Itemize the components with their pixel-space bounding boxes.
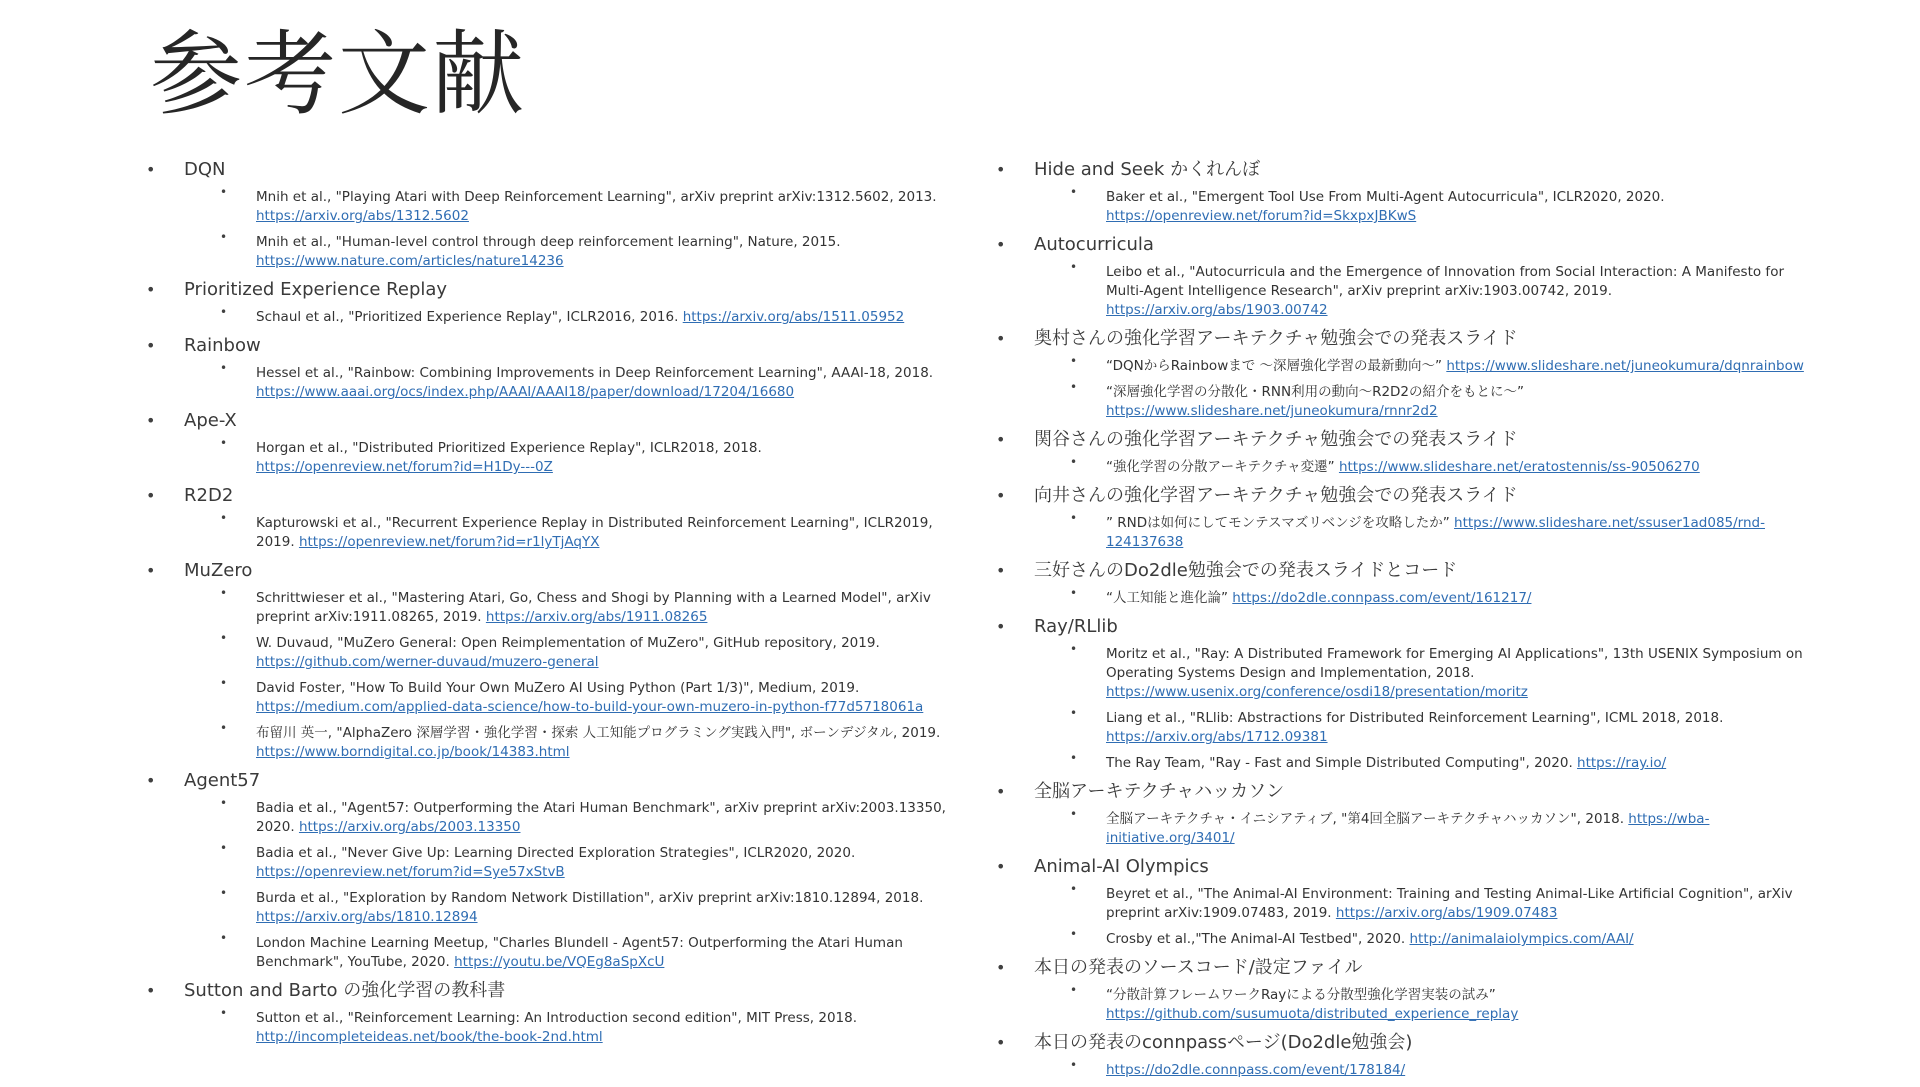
- reference-link[interactable]: https://www.nature.com/articles/nature14236: [256, 253, 564, 269]
- reference-text: Moritz et al., "Ray: A Distributed Framework for Emerging AI Applications", 13th USENIX Symposium on Operating Systems Design and Implementation, 2018.: [1106, 646, 1803, 681]
- reference-list: [1034, 355, 1806, 419]
- reference-item: [184, 437, 956, 475]
- reference-list: [1034, 587, 1806, 606]
- reference-item: [184, 932, 956, 970]
- section-title: • Animal-AI Olympics: [1034, 856, 1209, 877]
- reference-link[interactable]: https://openreview.net/forum?id=SkxpxJBKwS: [1106, 208, 1417, 224]
- reference-text: Hessel et al., "Rainbow: Combining Improvements in Deep Reinforcement Learning", AAAI-18, 2018.: [256, 365, 934, 381]
- reference-item: [184, 231, 956, 269]
- reference-link[interactable]: https://github.com/susumuota/distributed_experience_replay: [1106, 1006, 1519, 1022]
- reference-link[interactable]: https://www.usenix.org/conference/osdi18/presentation/moritz: [1106, 684, 1528, 700]
- reference-link[interactable]: https://openreview.net/forum?id=r1lyTjAqYX: [298, 534, 600, 550]
- reference-item: [184, 186, 956, 224]
- reference-text: Leibo et al., "Autocurricula and the Emergence of Innovation from Social Interaction: A Manifesto for Multi-Agent Intelligence Research", arXiv preprint arXiv:1903.00742, 2019.: [1106, 264, 1784, 299]
- reference-text: 布留川 英一, "AlphaZero 深層学習・強化学習・探索 人工知能プログラミング実践入門", ボーンデジタル, 2019.: [256, 725, 941, 741]
- reference-text: Kapturowski et al., "Recurrent Experience Replay in Distributed Reinforcement Learning", ICLR2019, 2019.: [256, 515, 933, 550]
- section-item: [146, 278, 956, 325]
- section-title: • Ray/RLlib: [1034, 616, 1118, 637]
- reference-item: [1034, 186, 1806, 224]
- section-title: • 関谷さんの強化学習アーキテクチャ勉強会での発表スライド: [1034, 429, 1518, 450]
- reference-list: [1034, 456, 1806, 475]
- reference-link[interactable]: https://arxiv.org/abs/1911.08265: [485, 609, 708, 625]
- reference-text: Schaul et al., "Prioritized Experience Replay", ICLR2016, 2016.: [256, 309, 683, 325]
- reference-link[interactable]: https://www.slideshare.net/eratostennis/ss-90506270: [1338, 459, 1700, 475]
- reference-text: Mnih et al., "Human-level control through deep reinforcement learning", Nature, 2015.: [256, 234, 841, 250]
- reference-item: [184, 306, 956, 325]
- reference-item: [1034, 984, 1806, 1022]
- reference-text: 全脳アーキテクチャ・イニシアティブ, "第4回全脳アーキテクチャハッカソン", 2018.: [1106, 811, 1629, 827]
- reference-item: [1034, 381, 1806, 419]
- section-title: • Sutton and Barto の強化学習の教科書: [184, 980, 506, 1001]
- reference-list: [184, 1007, 956, 1045]
- reference-item: [184, 632, 956, 670]
- section-item: [146, 334, 956, 400]
- section-item: [996, 855, 1806, 947]
- section-title: • Ape-X: [184, 410, 237, 431]
- reference-text: Liang et al., "RLlib: Abstractions for Distributed Reinforcement Learning", ICML 2018, 2018.: [1106, 710, 1724, 726]
- reference-link[interactable]: https://do2dle.connpass.com/event/161217/: [1232, 590, 1532, 606]
- reference-list: [1034, 261, 1806, 318]
- section-title: • Autocurricula: [1034, 234, 1154, 255]
- section-title: • MuZero: [184, 560, 253, 581]
- section-item: [996, 158, 1806, 224]
- reference-text: Burda et al., "Exploration by Random Network Distillation", arXiv preprint arXiv:1810.12894, 2018.: [256, 890, 924, 906]
- reference-text: Baker et al., "Emergent Tool Use From Multi-Agent Autocurricula", ICLR2020, 2020.: [1106, 189, 1665, 205]
- left-column: [146, 158, 956, 1054]
- reference-text: ” RNDは如何にしてモンテスマズリベンジを攻略したか”: [1106, 515, 1455, 531]
- reference-text: “人工知能と進化論”: [1106, 590, 1233, 606]
- section-title: • Prioritized Experience Replay: [184, 279, 448, 300]
- reference-link[interactable]: https://www.slideshare.net/juneokumura/rnnr2d2: [1106, 403, 1438, 419]
- reference-text: W. Duvaud, "MuZero General: Open Reimplementation of MuZero", GitHub repository, 2019.: [256, 635, 880, 651]
- section-item: [996, 956, 1806, 1022]
- reference-list: [184, 587, 956, 760]
- reference-item: [1034, 643, 1806, 700]
- reference-text: Schrittwieser et al., "Mastering Atari, Go, Chess and Shogi by Planning with a Learned Model", arXiv preprint arXiv:1911.08265, 2019.: [256, 590, 931, 625]
- section-title: • Agent57: [184, 770, 261, 791]
- section-title: • 本日の発表のソースコード/設定ファイル: [1034, 957, 1363, 978]
- reference-list: [1034, 186, 1806, 224]
- reference-link[interactable]: https://ray.io/: [1577, 755, 1667, 771]
- reference-link[interactable]: https://arxiv.org/abs/1511.05952: [682, 309, 905, 325]
- section-title: • 三好さんのDo2dle勉強会での発表スライドとコード: [1034, 560, 1458, 581]
- section-title: • Rainbow: [184, 335, 261, 356]
- reference-list: [1034, 1059, 1806, 1078]
- section-item: [146, 769, 956, 970]
- reference-link[interactable]: https://www.slideshare.net/juneokumura/dqnrainbow: [1446, 358, 1804, 374]
- reference-item: [1034, 355, 1806, 374]
- section-item: [146, 559, 956, 760]
- reference-link[interactable]: https://arxiv.org/abs/1312.5602: [256, 208, 469, 224]
- reference-item: [1034, 928, 1806, 947]
- section-item: [996, 484, 1806, 550]
- reference-text: London Machine Learning Meetup, "Charles Blundell - Agent57: Outperforming the Atari Human Benchmark", YouTube, 2020.: [256, 935, 903, 970]
- reference-link[interactable]: https://arxiv.org/abs/1712.09381: [1106, 729, 1328, 745]
- reference-link[interactable]: https://github.com/werner-duvaud/muzero-general: [256, 654, 599, 670]
- section-title: • 全脳アーキテクチャハッカソン: [1034, 781, 1285, 802]
- section-item: [996, 1031, 1806, 1078]
- reference-link[interactable]: https://medium.com/applied-data-science/how-to-build-your-own-muzero-in-python-f77d5718061a: [256, 699, 924, 715]
- section-item: [996, 327, 1806, 419]
- reference-item: [1034, 512, 1806, 550]
- reference-text: Sutton et al., "Reinforcement Learning: An Introduction second edition", MIT Press, 2018.: [256, 1010, 858, 1026]
- reference-link[interactable]: https://openreview.net/forum?id=H1Dy---0Z: [256, 459, 553, 475]
- reference-link[interactable]: https://arxiv.org/abs/1810.12894: [256, 909, 478, 925]
- reference-item: [1034, 1059, 1806, 1078]
- reference-text: “分散計算フレームワークRayによる分散型強化学習実装の試み”: [1106, 987, 1496, 1003]
- reference-link[interactable]: https://arxiv.org/abs/2003.13350: [298, 819, 521, 835]
- reference-link[interactable]: https://do2dle.connpass.com/event/178184/: [1106, 1062, 1406, 1078]
- section-item: [146, 979, 956, 1045]
- reference-list: [184, 797, 956, 970]
- section-item: [996, 615, 1806, 771]
- reference-item: [184, 1007, 956, 1045]
- reference-item: [1034, 587, 1806, 606]
- reference-list: [1034, 883, 1806, 947]
- reference-list: [184, 437, 956, 475]
- reference-item: [184, 587, 956, 625]
- reference-item: [1034, 261, 1806, 318]
- reference-text: David Foster, "How To Build Your Own MuZero AI Using Python (Part 1/3)", Medium, 2019.: [256, 680, 860, 696]
- right-reference-list: [996, 158, 1806, 1078]
- section-title: • R2D2: [184, 485, 234, 506]
- section-item: [146, 158, 956, 269]
- reference-item: [1034, 883, 1806, 921]
- section-title: • 本日の発表のconnpassページ(Do2dle勉強会): [1034, 1032, 1413, 1053]
- section-item: [146, 484, 956, 550]
- right-column: [996, 158, 1806, 1087]
- reference-item: [184, 362, 956, 400]
- reference-list: [184, 186, 956, 269]
- section-title: • 奥村さんの強化学習アーキテクチャ勉強会での発表スライド: [1034, 328, 1518, 349]
- reference-text: Badia et al., "Never Give Up: Learning Directed Exploration Strategies", ICLR2020, 2020.: [256, 845, 856, 861]
- reference-item: [184, 842, 956, 880]
- page-title: 参考文献: [150, 21, 527, 128]
- reference-text: Badia et al., "Agent57: Outperforming the Atari Human Benchmark", arXiv preprint arXiv:2003.13350, 2020.: [256, 800, 946, 835]
- reference-link[interactable]: http://animalaiolympics.com/AAI/: [1409, 931, 1634, 947]
- reference-link[interactable]: https://www.aaai.org/ocs/index.php/AAAI/AAAI18/paper/download/17204/16680: [256, 384, 795, 400]
- reference-list: [184, 512, 956, 550]
- reference-text: Horgan et al., "Distributed Prioritized Experience Replay", ICLR2018, 2018.: [256, 440, 762, 456]
- reference-text: “DQNからRainbowまで 〜深層強化学習の最新動向〜”: [1106, 358, 1447, 374]
- section-title: • 向井さんの強化学習アーキテクチャ勉強会での発表スライド: [1034, 485, 1518, 506]
- reference-item: [184, 677, 956, 715]
- section-item: [996, 233, 1806, 318]
- reference-link[interactable]: https://www.borndigital.co.jp/book/14383.html: [256, 744, 570, 760]
- reference-item: [184, 512, 956, 550]
- section-item: [146, 409, 956, 475]
- reference-text: The Ray Team, "Ray - Fast and Simple Distributed Computing", 2020.: [1106, 755, 1578, 771]
- reference-link[interactable]: https://arxiv.org/abs/1909.07483: [1335, 905, 1558, 921]
- reference-link[interactable]: https://youtu.be/VQEg8aSpXcU: [454, 954, 665, 970]
- section-title: • Hide and Seek かくれんぼ: [1034, 159, 1261, 180]
- reference-text: Mnih et al., "Playing Atari with Deep Reinforcement Learning", arXiv preprint arXiv:1312.5602, 2013.: [256, 189, 937, 205]
- reference-item: [1034, 456, 1806, 475]
- reference-list: [1034, 808, 1806, 846]
- reference-list: [184, 362, 956, 400]
- reference-link[interactable]: https://openreview.net/forum?id=Sye57xStvB: [256, 864, 565, 880]
- reference-text: Crosby et al.,"The Animal-AI Testbed", 2020.: [1106, 931, 1410, 947]
- section-item: [996, 780, 1806, 846]
- reference-text: “深層強化学習の分散化・RNN利用の動向〜R2D2の紹介をもとに〜”: [1106, 384, 1525, 400]
- reference-item: [184, 887, 956, 925]
- reference-link[interactable]: https://wba-initiative.org/3401/: [1106, 811, 1710, 846]
- reference-list: [184, 306, 956, 325]
- left-reference-list: [146, 158, 956, 1045]
- reference-text: Beyret et al., "The Animal-AI Environment: Training and Testing Animal-Like Artificial Cognition", arXiv preprint arXiv:1909.07483, 2019.: [1106, 886, 1793, 921]
- reference-link[interactable]: http://incompleteideas.net/book/the-book-2nd.html: [256, 1029, 603, 1045]
- reference-item: [1034, 752, 1806, 771]
- reference-link[interactable]: https://arxiv.org/abs/1903.00742: [1106, 302, 1328, 318]
- reference-link[interactable]: https://www.slideshare.net/ssuser1ad085/rnd-124137638: [1106, 515, 1765, 550]
- reference-list: [1034, 984, 1806, 1022]
- reference-list: [1034, 643, 1806, 771]
- reference-list: [1034, 512, 1806, 550]
- section-item: [996, 559, 1806, 606]
- reference-text: “強化学習の分散アーキテクチャ変遷”: [1106, 459, 1339, 475]
- reference-item: [1034, 707, 1806, 745]
- reference-item: [184, 797, 956, 835]
- reference-item: [1034, 808, 1806, 846]
- section-title: • DQN: [184, 159, 226, 180]
- reference-item: [184, 722, 956, 760]
- section-item: [996, 428, 1806, 475]
